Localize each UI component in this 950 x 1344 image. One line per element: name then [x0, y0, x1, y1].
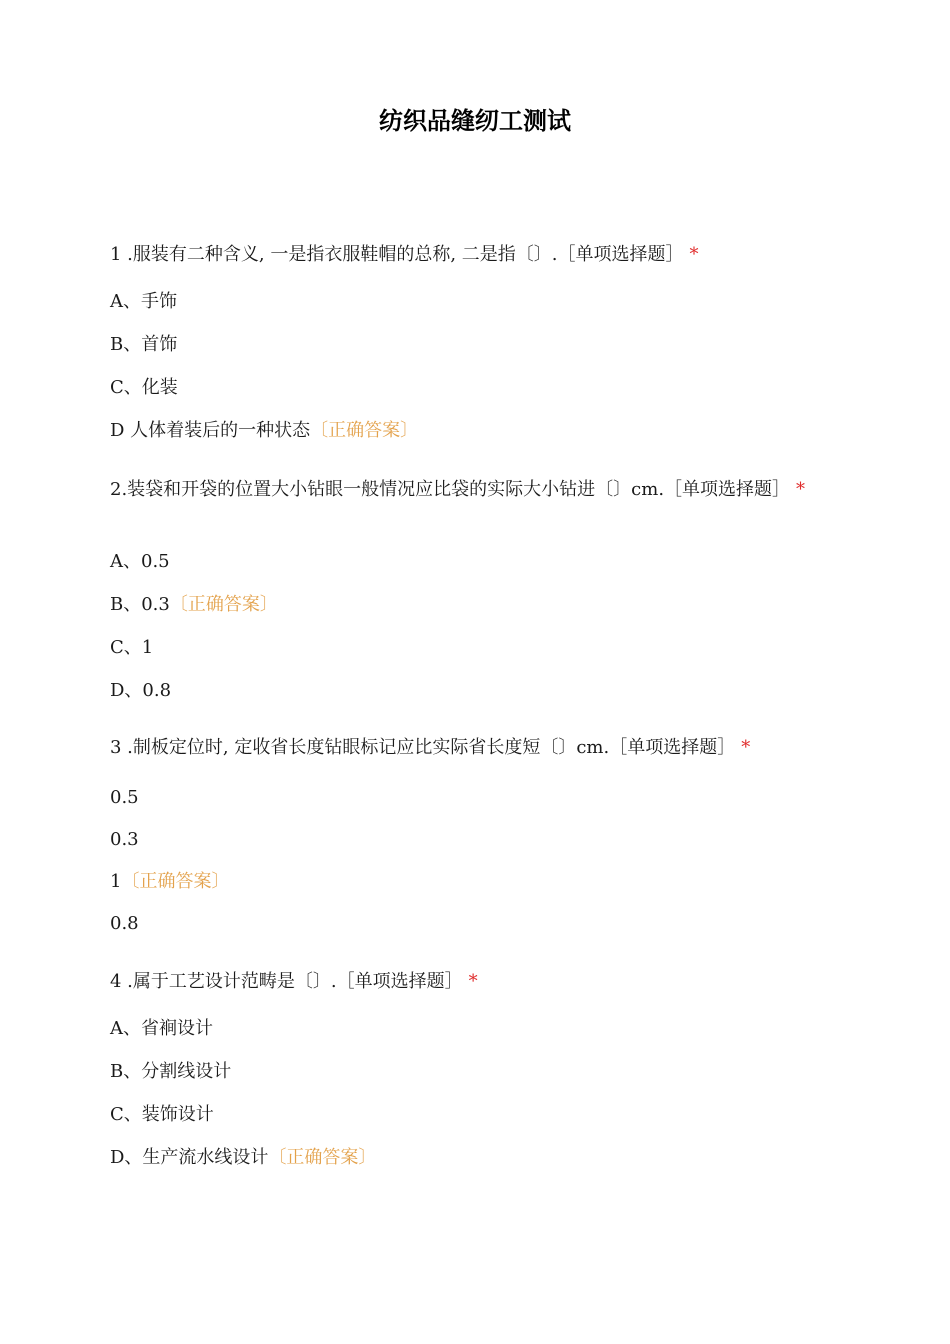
option-text: C、1	[110, 637, 154, 658]
question-3-option-b[interactable]	[110, 829, 840, 851]
required-marker: *	[741, 737, 751, 758]
option-text: C、化装	[110, 377, 178, 398]
required-marker: *	[468, 971, 478, 992]
question-2-option-c[interactable]	[110, 637, 840, 659]
question-1-text	[110, 244, 840, 266]
option-text: D、0.8	[110, 680, 172, 701]
correct-answer-tag: 〔正确答案〕	[121, 871, 230, 892]
question-4-option-c[interactable]	[110, 1104, 840, 1126]
correct-answer-tag: 〔正确答案〕	[310, 420, 419, 441]
option-text: A、省裥设计	[110, 1018, 213, 1039]
option-text: B、首饰	[110, 334, 178, 355]
option-text: A、手饰	[110, 291, 177, 312]
question-1-option-c[interactable]	[110, 377, 840, 399]
question-3-option-a[interactable]	[110, 787, 840, 809]
option-text: 1	[110, 871, 122, 892]
question-3-option-d[interactable]	[110, 913, 840, 935]
question-text: 1 .服装有二种含义, 一是指衣服鞋帽的总称, 二是指〔〕.［单项选择题］	[110, 244, 684, 265]
page-title: 纺织品缝纫工测试	[379, 107, 571, 135]
question-1-option-a[interactable]	[110, 291, 840, 313]
question-4-option-d[interactable]	[110, 1147, 840, 1169]
question-1-option-d[interactable]	[110, 420, 840, 442]
option-text: B、分割线设计	[110, 1061, 232, 1082]
option-text: 0.8	[110, 913, 139, 934]
option-text: A、0.5	[110, 551, 170, 572]
option-text: B、0.3	[110, 594, 170, 615]
option-text: 0.5	[110, 787, 139, 808]
required-marker: *	[796, 479, 806, 500]
option-text: D、生产流水线设计	[110, 1147, 269, 1168]
correct-answer-tag: 〔正确答案〕	[268, 1147, 377, 1168]
option-text: 0.3	[110, 829, 139, 850]
question-text: 2.装袋和开袋的位置大小钻眼一般情况应比袋的实际大小钻进〔〕cm.［单项选择题］	[110, 479, 791, 500]
question-4-text	[110, 971, 840, 993]
question-text: 3 .制板定位时, 定收省长度钻眼标记应比实际省长度短〔〕cm.［单项选择题］	[110, 737, 736, 758]
option-text: D 人体着装后的一种状态	[110, 420, 311, 441]
question-2-option-b[interactable]	[110, 594, 840, 616]
question-4-option-b[interactable]	[110, 1061, 840, 1083]
required-marker: *	[689, 244, 699, 265]
question-2-option-d[interactable]	[110, 680, 840, 702]
option-text: C、装饰设计	[110, 1104, 214, 1125]
question-2-text	[110, 479, 830, 501]
question-3-text	[110, 737, 840, 759]
question-3-option-c[interactable]	[110, 871, 840, 893]
correct-answer-tag: 〔正确答案〕	[169, 594, 278, 615]
question-1-option-b[interactable]	[110, 334, 840, 356]
question-4-option-a[interactable]	[110, 1018, 840, 1040]
question-text: 4 .属于工艺设计范畴是〔〕.［单项选择题］	[110, 971, 463, 992]
question-2-option-a[interactable]	[110, 551, 840, 573]
